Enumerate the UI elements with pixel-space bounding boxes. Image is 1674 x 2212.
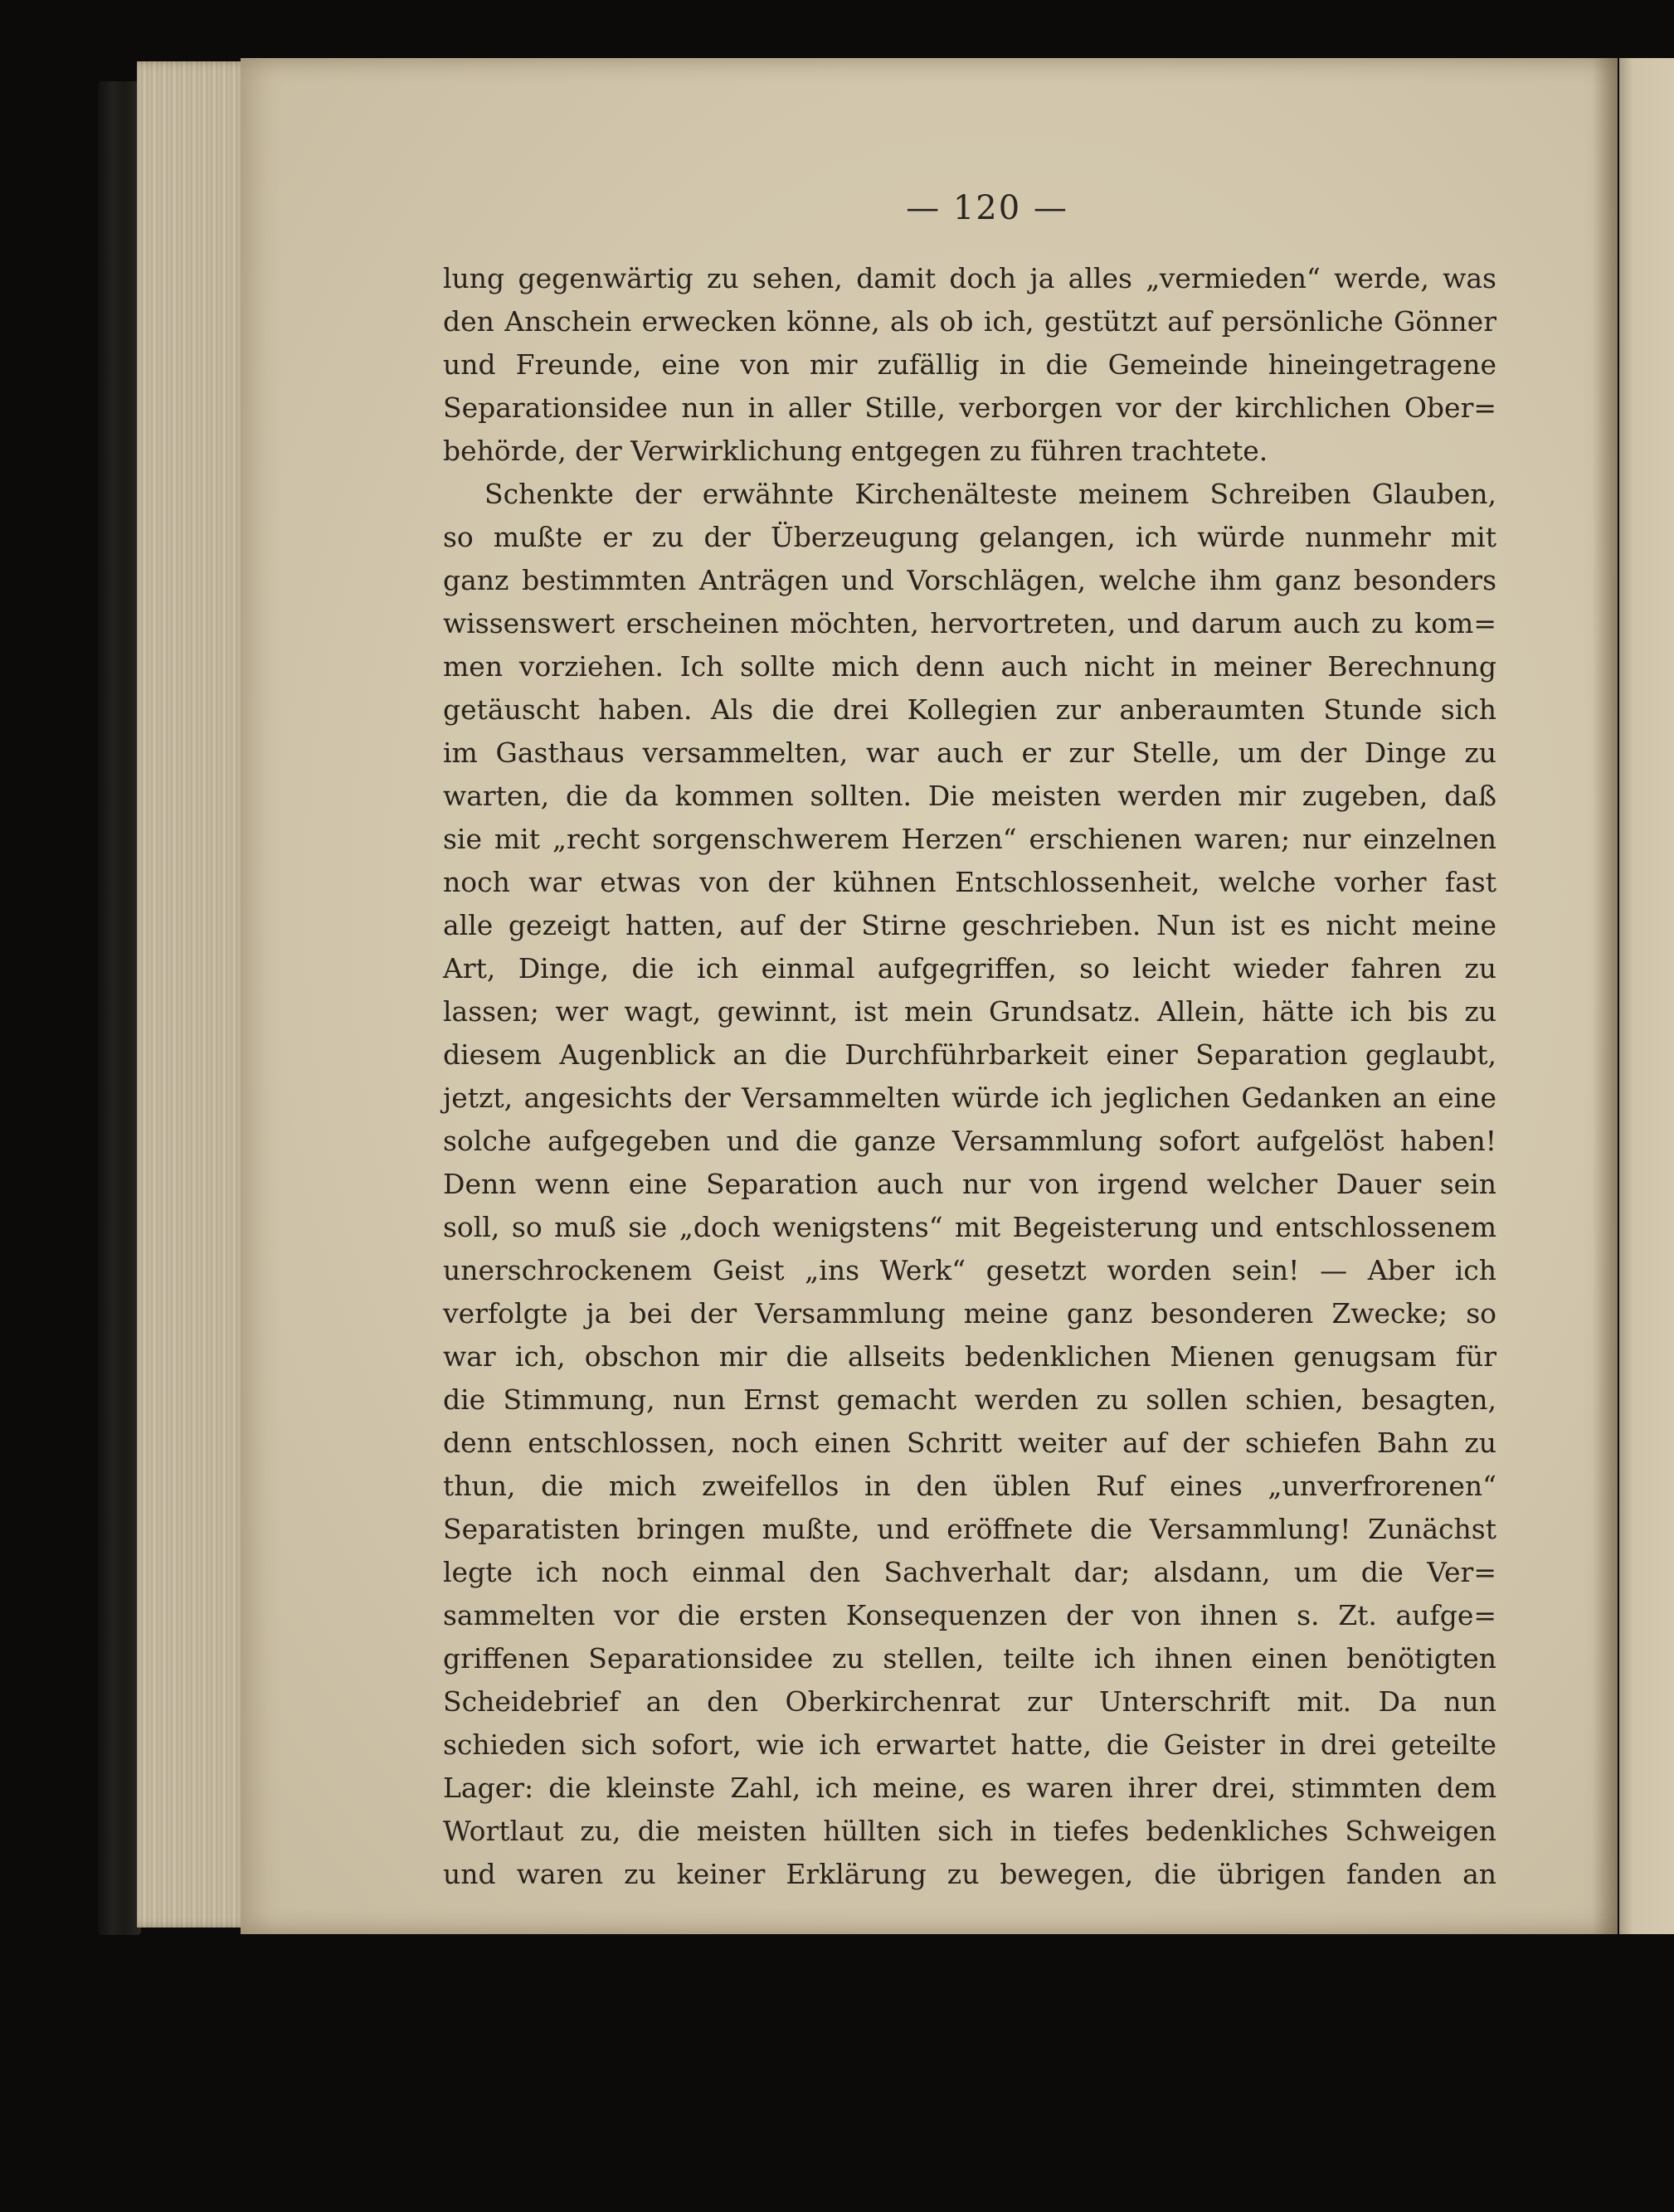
text-line: legte ich noch einmal den Sachverhalt dar; alsdann, um die Ver= — [443, 1556, 1496, 1588]
text-line: lung gegenwärtig zu sehen, damit doch ja alles „vermieden“ werde, was — [443, 262, 1496, 294]
text-line: lassen; wer wagt, gewinnt, ist mein Grundsatz. Allein, hätte ich bis zu — [443, 995, 1496, 1028]
text-line: Separatisten bringen mußte, und eröffnete die Versammlung! Zunächst — [443, 1513, 1496, 1545]
text-line: sammelten vor die ersten Konsequenzen der von ihnen s. Zt. aufge= — [443, 1599, 1496, 1631]
page-number-header: — 120 — — [906, 189, 1068, 227]
book-cover-edge — [98, 81, 141, 1935]
text-line: so mußte er zu der Überzeugung gelangen, ich würde nunmehr mit — [443, 521, 1496, 553]
text-line: und Freunde, eine von mir zufällig in die Gemeinde hineingetragene — [443, 348, 1496, 381]
text-line: solche aufgegeben und die ganze Versammlung sofort aufgelöst haben! — [443, 1125, 1496, 1157]
text-line: unerschrockenem Geist „ins Werk“ gesetzt worden sein! — Aber ich — [443, 1254, 1496, 1286]
text-line: verfolgte ja bei der Versammlung meine ganz besonderen Zwecke; so — [443, 1297, 1496, 1330]
text-line: wissenswert erscheinen möchten, hervortreten, und darum auch zu kom= — [443, 607, 1496, 639]
text-line: Scheidebrief an den Oberkirchenrat zur Unterschrift mit. Da nun — [443, 1685, 1496, 1718]
text-line: soll, so muß sie „doch wenigstens“ mit Begeisterung und entschlossenem — [443, 1211, 1496, 1243]
text-line: schieden sich sofort, wie ich erwartet hatte, die Geister in drei geteilte — [443, 1728, 1496, 1761]
text-line: Separationsidee nun in aller Stille, verborgen vor der kirchlichen Ober= — [443, 391, 1496, 424]
text-line: thun, die mich zweifellos in den üblen Ruf eines „unverfrorenen“ — [443, 1470, 1496, 1502]
text-line: warten, die da kommen sollten. Die meisten werden mir zugeben, daß — [443, 780, 1496, 812]
text-line: ganz bestimmten Anträgen und Vorschlägen, welche ihm ganz besonders — [443, 564, 1496, 596]
text-line: alle gezeigt hatten, auf der Stirne geschrieben. Nun ist es nicht meine — [443, 909, 1496, 941]
text-line: Art, Dinge, die ich einmal aufgegriffen, so leicht wieder fahren zu — [443, 952, 1496, 984]
page-stack-edges — [137, 61, 253, 1928]
text-line: sie mit „recht sorgenschwerem Herzen“ erschienen waren; nur einzelnen — [443, 823, 1496, 855]
text-line: denn entschlossen, noch einen Schritt weiter auf der schiefen Bahn zu — [443, 1427, 1496, 1459]
text-line: war ich, obschon mir die allseits bedenklichen Mienen genugsam für — [443, 1340, 1496, 1373]
text-line: diesem Augenblick an die Durchführbarkeit einer Separation geglaubt, — [443, 1038, 1496, 1071]
facing-page-edge — [1619, 58, 1674, 1934]
text-line: Schenkte der erwähnte Kirchenälteste meinem Schreiben Glauben, — [484, 478, 1496, 510]
text-line: noch war etwas von der kühnen Entschlossenheit, welche vorher fast — [443, 866, 1496, 898]
text-line: getäuscht haben. Als die drei Kollegien zur anberaumten Stunde sich — [443, 693, 1496, 726]
text-line: griffenen Separationsidee zu stellen, teilte ich ihnen einen benötigten — [443, 1642, 1496, 1675]
text-line: behörde, der Verwirklichung entgegen zu führen trachtete. — [443, 435, 1268, 467]
gutter-shadow — [1593, 58, 1618, 1934]
text-line: men vorziehen. Ich sollte mich denn auch nicht in meiner Berechnung — [443, 650, 1496, 683]
page-body-text — [443, 257, 1496, 1896]
text-line: Lager: die kleinste Zahl, ich meine, es waren ihrer drei, stimmten dem — [443, 1772, 1496, 1804]
text-line: jetzt, angesichts der Versammelten würde ich jeglichen Gedanken an eine — [443, 1082, 1496, 1114]
text-line: Wortlaut zu, die meisten hüllten sich in tiefes bedenkliches Schweigen — [443, 1815, 1496, 1847]
text-line: die Stimmung, nun Ernst gemacht werden zu sollen schien, besagten, — [443, 1383, 1496, 1416]
text-line: den Anschein erwecken könne, als ob ich, gestützt auf persönliche Gönner — [443, 305, 1496, 338]
text-line: und waren zu keiner Erklärung zu bewegen, die übrigen fanden an — [443, 1858, 1496, 1890]
text-line: im Gasthaus versammelten, war auch er zur Stelle, um der Dinge zu — [443, 737, 1496, 769]
text-line: Denn wenn eine Separation auch nur von irgend welcher Dauer sein — [443, 1168, 1496, 1200]
